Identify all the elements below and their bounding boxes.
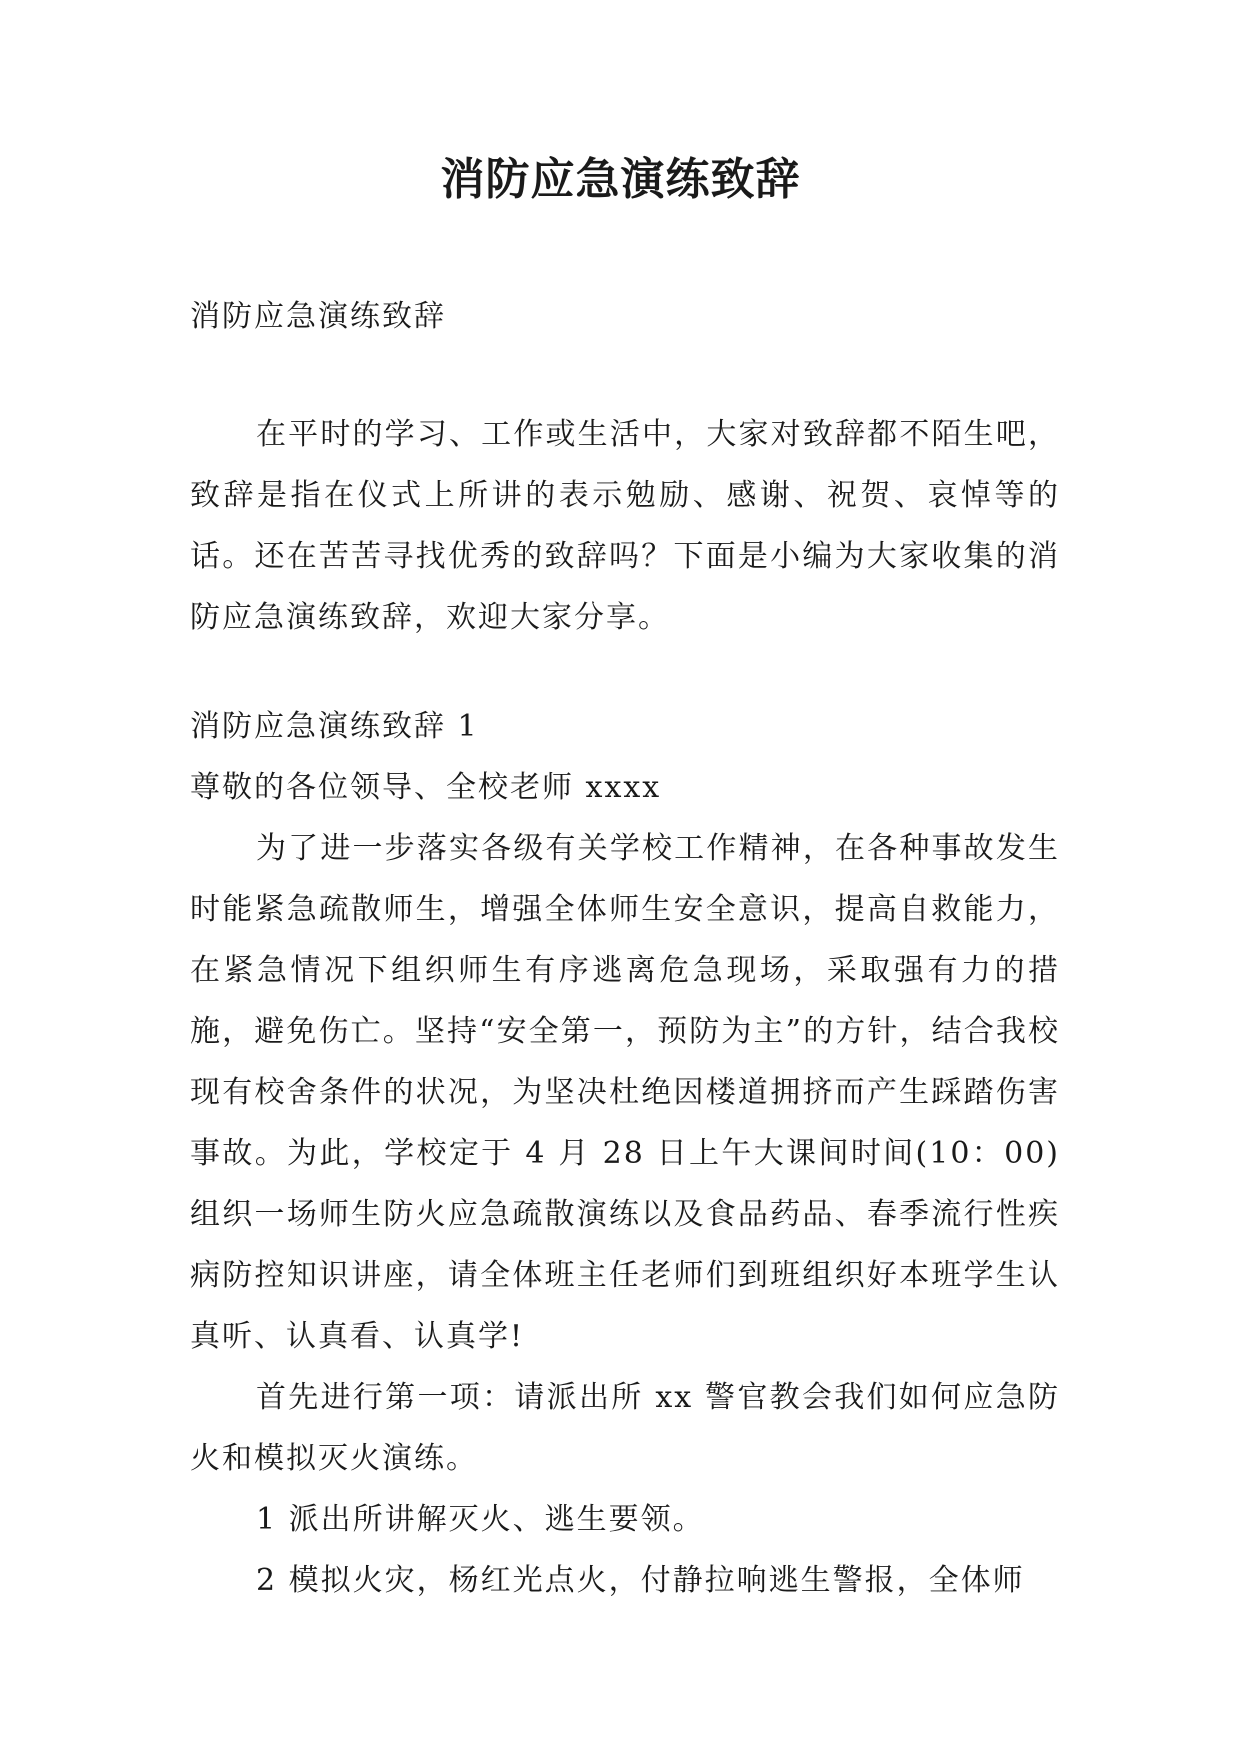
body-paragraph: 为了进一步落实各级有关学校工作精神，在各种事故发生时能紧急疏散师生，增强全体师生安全意识，提高自救能力，在紧急情况下组织师生有序逃离危急现场，采取强有力的措施，避免伤亡。坚持“安全第一，预防为主”的方针，结合我校现有校舍条件的状况，为坚决杜绝因楼道拥挤而产生踩踏伤害事故。为此，学校定于 4 月 28 日上午大课间时间(10：00)组织一场师生防火应急疏散演练以及食品药品、春季流行性疾病防控知识讲座，请全体班主任老师们到班组织好本班学生认真听、认真看、认真学! [190,831,1060,1354]
speech-section [190,696,1060,1611]
body-paragraph: 首先进行第一项：请派出所 xx 警官教会我们如何应急防火和模拟灭火演练。 [190,1380,1060,1476]
section-heading: 消防应急演练致辞 1 [190,709,479,744]
body-paragraph: 2 模拟火灾，杨红光点火，付静拉响逃生警报，全体师 [256,1563,1025,1598]
intro-paragraph: 在平时的学习、工作或生活中，大家对致辞都不陌生吧，致辞是指在仪式上所讲的表示勉励、感谢、祝贺、哀悼等的话。还在苦苦寻找优秀的致辞吗？下面是小编为大家收集的消防应急演练致辞，欢迎大家分享。 [190,417,1060,635]
salutation: 尊敬的各位领导、全校老师 xxxx [190,770,662,805]
document-title: 消防应急演练致辞 [440,154,801,205]
document-subtitle: 消防应急演练致辞 [190,299,446,334]
body-paragraph: 1 派出所讲解灭火、逃生要领。 [256,1502,705,1537]
